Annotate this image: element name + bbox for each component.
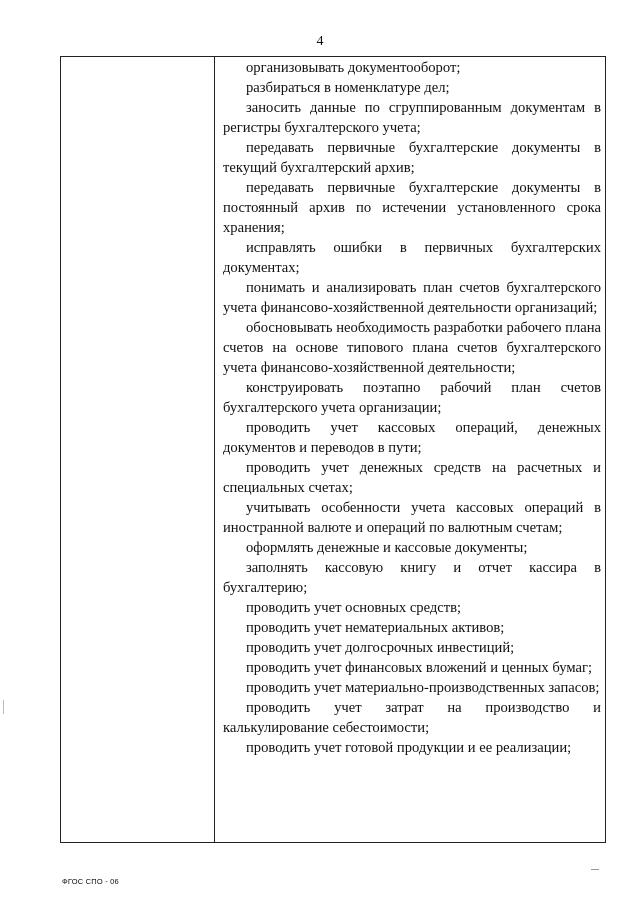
skill-paragraph: понимать и анализировать план счетов бухгалтерского учета финансово-хозяйственной деятельности организаций; [223, 280, 601, 316]
scan-edge-mark [3, 700, 4, 714]
skill-paragraph: заполнять кассовую книгу и отчет кассира в бухгалтерию; [223, 560, 601, 596]
skill-paragraph: разбираться в номенклатуре дел; [246, 80, 450, 96]
skill-paragraph: проводить учет основных средств; [246, 600, 462, 616]
skill-paragraph: передавать первичные бухгалтерские документы в постоянный архив по истечении установленного срока хранения; [223, 180, 601, 236]
skills-list [223, 58, 601, 758]
skill-paragraph: проводить учет долгосрочных инвестиций; [246, 640, 515, 656]
skill-paragraph: проводить учет готовой продукции и ее реализации; [246, 740, 572, 756]
skill-paragraph: проводить учет затрат на производство и калькулирование себестоимости; [223, 700, 601, 736]
skill-paragraph: конструировать поэтапно рабочий план счетов бухгалтерского учета организации; [223, 380, 601, 416]
skill-paragraph: проводить учет кассовых операций, денежных документов и переводов в пути; [223, 420, 601, 456]
scan-mark [591, 869, 599, 870]
skill-paragraph: проводить учет финансовых вложений и ценных бумаг; [246, 660, 593, 676]
skill-paragraph: учитывать особенности учета кассовых операций в иностранной валюте и операций по валютным счетам; [223, 500, 601, 536]
page-number: 4 [316, 34, 324, 49]
footer-label: ФГОС СПО - 06 [62, 877, 119, 886]
skill-paragraph: проводить учет нематериальных активов; [246, 620, 505, 636]
skill-paragraph: заносить данные по сгруппированным документам в регистры бухгалтерского учета; [223, 100, 601, 136]
competency-table [60, 56, 606, 843]
skill-paragraph: проводить учет материально-производственных запасов; [246, 680, 600, 696]
skill-paragraph: исправлять ошибки в первичных бухгалтерских документах; [223, 240, 601, 276]
skill-paragraph: оформлять денежные и кассовые документы; [246, 540, 528, 556]
skill-paragraph: обосновывать необходимость разработки рабочего плана счетов на основе типового плана счетов бухгалтерского учета финансово-хозяйственной деятельности; [223, 320, 601, 376]
column-divider [214, 57, 215, 842]
skill-paragraph: организовывать документооборот; [246, 60, 461, 76]
skill-paragraph: проводить учет денежных средств на расчетных и специальных счетах; [223, 460, 601, 496]
skill-paragraph: передавать первичные бухгалтерские документы в текущий бухгалтерский архив; [223, 140, 601, 176]
